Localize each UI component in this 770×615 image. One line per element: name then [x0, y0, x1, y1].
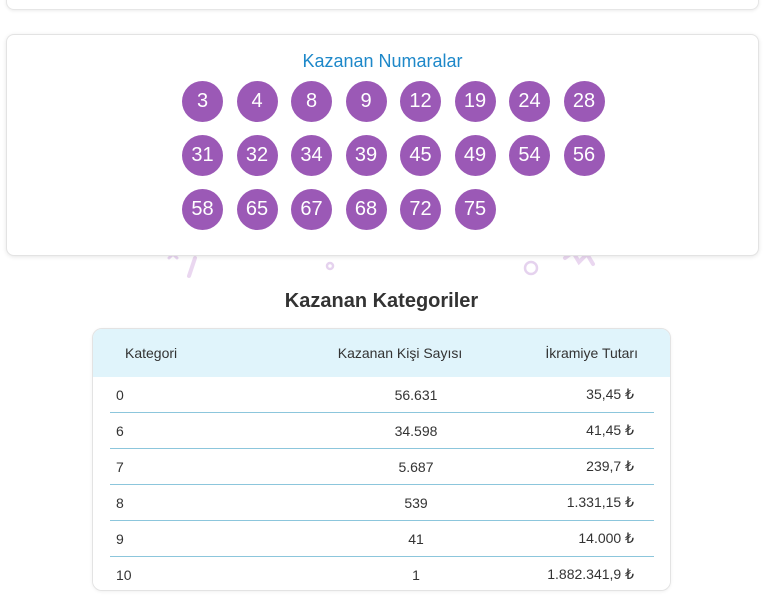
table-row: [110, 485, 654, 521]
number-ball: 65: [237, 189, 278, 230]
table-row: [110, 521, 654, 557]
cell-prize: 35,45 ₺: [586, 386, 634, 402]
winning-numbers-card: [6, 34, 759, 256]
number-ball: 32: [237, 135, 278, 176]
number-ball: 28: [564, 81, 605, 122]
number-balls: [182, 81, 622, 230]
number-ball: 19: [455, 81, 496, 122]
table-body: [93, 377, 670, 591]
cell-prize: 239,7 ₺: [586, 458, 634, 474]
cell-category: 9: [116, 530, 124, 547]
number-ball: 34: [291, 135, 332, 176]
number-ball: 12: [400, 81, 441, 122]
cell-category: 0: [116, 386, 124, 403]
cell-prize: 1.882.341,9 ₺: [547, 566, 634, 582]
table-row: [110, 377, 654, 413]
cell-winners: 539: [404, 494, 428, 511]
cell-prize: 1.331,15 ₺: [566, 494, 634, 510]
number-ball: 75: [455, 189, 496, 230]
number-ball: 3: [182, 81, 223, 122]
number-ball: 45: [400, 135, 441, 176]
cell-category: 8: [116, 494, 124, 511]
table-row: [110, 413, 654, 449]
number-ball: 68: [346, 189, 387, 230]
cell-winners: 56.631: [394, 386, 438, 403]
table-row: [110, 557, 654, 591]
number-ball: 58: [182, 189, 223, 230]
header-winners: Kazanan Kişi Sayısı: [337, 345, 463, 361]
winning-numbers-title: Kazanan Numaralar: [302, 51, 463, 71]
number-ball: 56: [564, 135, 605, 176]
number-ball: 49: [455, 135, 496, 176]
cell-category: 10: [116, 566, 132, 583]
number-ball: 54: [509, 135, 550, 176]
cell-winners: 5.687: [398, 458, 434, 475]
number-ball: 4: [237, 81, 278, 122]
number-ball: 8: [291, 81, 332, 122]
header-prize: İkramiye Tutarı: [545, 345, 638, 361]
cell-winners: 34.598: [394, 422, 438, 439]
number-ball: 24: [509, 81, 550, 122]
cell-category: 7: [116, 458, 124, 475]
categories-title: Kazanan Kategoriler: [284, 290, 479, 312]
table-header: [93, 329, 670, 377]
number-ball: 72: [400, 189, 441, 230]
number-ball: 31: [182, 135, 223, 176]
cell-prize: 41,45 ₺: [586, 422, 634, 438]
number-ball: 39: [346, 135, 387, 176]
cell-prize: 14.000 ₺: [578, 530, 634, 546]
cell-winners: 41: [408, 530, 424, 547]
cell-category: 6: [116, 422, 124, 439]
number-ball: 67: [291, 189, 332, 230]
cell-winners: 1: [412, 566, 420, 583]
previous-card: [6, 0, 759, 10]
header-category: Kategori: [125, 345, 178, 361]
categories-table: [92, 328, 671, 591]
table-row: [110, 449, 654, 485]
number-ball: 9: [346, 81, 387, 122]
